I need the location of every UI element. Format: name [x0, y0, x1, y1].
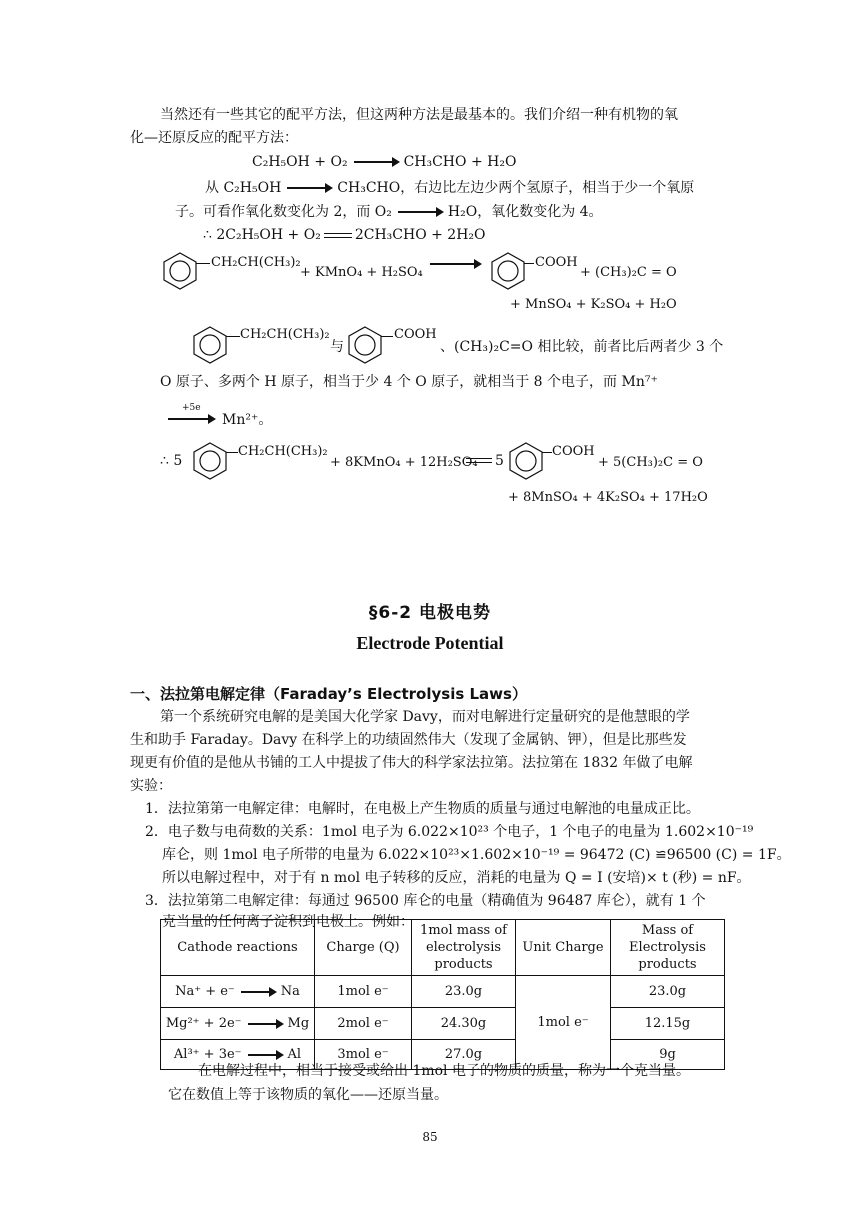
benzene-ring-icon [506, 440, 546, 482]
para-line-3: 现更有价值的是他从书铺的工人中提拔了伟大的科学家法拉第。法拉第在 1832 年做了电解 [130, 755, 693, 771]
reaction-arrow-icon [287, 187, 331, 189]
reaction-arrow-icon [168, 418, 214, 420]
item-3-line-2: 克当量的任何离子淀积到电极上。例如： [162, 914, 414, 930]
table-header: Charge (Q) [315, 920, 412, 976]
benzene-ring-icon [160, 250, 200, 292]
table-header: 1mol mass of electrolysis products [412, 920, 516, 976]
mass-cell: 23.0g [412, 976, 516, 1008]
para-line-2: 生和助手 Faraday。Davy 在科学上的功绩固然伟大（发现了金属钠、钾），但是比那些发 [130, 732, 687, 748]
equals-sign-icon [324, 233, 352, 238]
equation-1-left: C₂H₅OH + O₂ [252, 154, 348, 170]
product-mass-cell: 9g [611, 1040, 725, 1070]
table-row [161, 1008, 725, 1040]
mass-cell: 24.30g [412, 1008, 516, 1040]
cathode-reaction-cell [161, 976, 315, 1008]
table-header: Cathode reactions [161, 920, 315, 976]
rxn2-coefficient: 5 [495, 453, 504, 469]
equation-1 [252, 154, 516, 170]
closing-line-2: 它在数值上等于该物质的氧化——还原当量。 [168, 1087, 448, 1103]
explain-line-1a: 从 C₂H₅OH [205, 180, 282, 196]
rxn1-substituent: CH₂CH(CH₃)₂ [211, 255, 301, 270]
equation-1-right: CH₃CHO + H₂O [403, 154, 517, 170]
reactant: Na⁺ + e⁻ [175, 984, 235, 999]
para-line-1: 第一个系统研究电解的是美国大化学家 Davy，而对电解进行定量研究的是他慧眼的学 [160, 709, 690, 725]
product-mass-cell: 23.0g [611, 976, 725, 1008]
table-header: Mass of Electrolysis products [611, 920, 725, 976]
unit-charge-cell: 1mol e⁻ [516, 976, 611, 1070]
compare-substituent-2: COOH [394, 327, 437, 342]
closing-line-1: 在电解过程中，相当于接受或给出 1mol 电子的物质的质量，称为一个克当量。 [198, 1063, 690, 1079]
item-1: 1．法拉第第一电解定律：电解时，在电极上产生物质的质量与通过电解池的电量成正比。 [145, 801, 700, 817]
item-2-line-3: 所以电解过程中，对于有 n mol 电子转移的反应，消耗的电量为 Q = I (安培)× t (秒) = nF。 [162, 870, 751, 886]
product-mass-cell: 12.15g [611, 1008, 725, 1040]
equation-2 [203, 227, 486, 243]
mass-cell: 27.0g [412, 1040, 516, 1070]
rxn2-prefix: ∴ 5 [160, 453, 183, 469]
rxn2-product-rest: + 5(CH₃)₂C = O [598, 455, 703, 470]
table-header-row [161, 920, 725, 976]
compare-yu: 与 [330, 339, 344, 355]
explain-line-2b: H₂O，氧化数变化为 4。 [447, 204, 603, 220]
arrow-label: +5e [182, 403, 201, 413]
item-3-line-1: 3．法拉第第二电解定律：每通过 96500 库仑的电量（精确值为 96487 库仑），就有 1 个 [145, 893, 706, 909]
benzene-ring-icon [190, 440, 230, 482]
rxn1-reagents: + KMnO₄ + H₂SO₄ [300, 265, 423, 280]
compare-line-3: Mn²⁺。 [222, 412, 273, 428]
para-line-4: 实验： [130, 778, 172, 794]
table-header: Unit Charge [516, 920, 611, 976]
reaction-arrow-icon [398, 211, 442, 213]
reaction-arrow-icon [241, 991, 275, 993]
reaction-arrow-icon [430, 263, 480, 265]
rxn2-reagents: + 8KMnO₄ + 12H₂SO₄ [330, 455, 478, 470]
equals-sign-icon [466, 458, 492, 463]
cathode-reaction-cell [161, 1008, 315, 1040]
compare-line-2: O 原子、多两个 H 原子，相当于少 4 个 O 原子，就相当于 8 个电子，而 Mn⁷⁺ [160, 374, 658, 390]
benzene-ring-icon [190, 324, 230, 366]
bond-line [542, 452, 552, 453]
compare-substituent-1: CH₂CH(CH₃)₂ [240, 327, 330, 342]
bond-line [524, 263, 534, 264]
charge-cell: 2mol e⁻ [315, 1008, 412, 1040]
explain-line-1 [205, 178, 694, 199]
bond-line [226, 452, 238, 453]
item-2-line-1: 2．电子数与电荷数的关系：1mol 电子为 6.022×10²³ 个电子，1 个电子的电量为 1.602×10⁻¹⁹ [145, 824, 754, 840]
explain-line-2a: 子。可看作氧化数变化为 2，而 O₂ [175, 204, 392, 220]
equation-2-right: 2CH₃CHO + 2H₂O [354, 227, 486, 243]
explain-line-1b: CH₃CHO，右边比左边少两个氢原子，相当于少一个氧原 [337, 180, 695, 196]
benzene-ring-icon [488, 250, 528, 292]
equation-2-left: ∴ 2C₂H₅OH + O₂ [203, 227, 321, 243]
electrolysis-table [160, 919, 725, 1070]
page-number: 85 [422, 1130, 438, 1144]
intro-line-1: 当然还有一些其它的配平方法，但这两种方法是最基本的。我们介绍一种有机物的氧 [160, 107, 678, 123]
product: Al [287, 1047, 302, 1062]
section-english-title: Electrode Potential [356, 633, 504, 653]
explain-line-2 [175, 202, 603, 223]
bond-line [226, 336, 240, 337]
heading-faraday: 一、法拉第电解定律（Faraday’s Electrolysis Laws） [130, 685, 527, 703]
rxn2-substituent: CH₂CH(CH₃)₂ [238, 444, 328, 459]
reactant: Al³⁺ + 3e⁻ [173, 1047, 242, 1062]
rxn1-product-rest: + (CH₃)₂C = O [580, 265, 677, 280]
charge-cell: 3mol e⁻ [315, 1040, 412, 1070]
intro-line-2: 化—还原反应的配平方法： [130, 130, 298, 146]
reaction-arrow-icon [248, 1054, 282, 1056]
product: Mg [287, 1016, 310, 1031]
benzene-ring-icon [345, 324, 385, 366]
product: Na [280, 984, 300, 999]
bond-line [196, 263, 210, 264]
rxn1-line-2: + MnSO₄ + K₂SO₄ + H₂O [510, 297, 677, 312]
reaction-arrow-icon [354, 161, 398, 163]
rxn2-line-2: + 8MnSO₄ + 4K₂SO₄ + 17H₂O [508, 490, 708, 505]
reaction-arrow-icon [248, 1023, 282, 1025]
rxn2-product-substituent: COOH [552, 444, 595, 459]
charge-cell: 1mol e⁻ [315, 976, 412, 1008]
item-2-line-2: 库仑，则 1mol 电子所带的电量为 6.022×10²³×1.602×10⁻¹⁹ = 96472 (C) ≌96500 (C) = 1F。 [162, 847, 791, 863]
section-title: §6-2 电极电势 [368, 603, 492, 623]
compare-text: 、(CH₃)₂C=O 相比较，前者比后两者少 3 个 [440, 339, 724, 355]
bond-line [381, 336, 393, 337]
rxn1-product-substituent: COOH [535, 255, 578, 270]
table-row [161, 976, 725, 1008]
reactant: Mg²⁺ + 2e⁻ [165, 1016, 242, 1031]
